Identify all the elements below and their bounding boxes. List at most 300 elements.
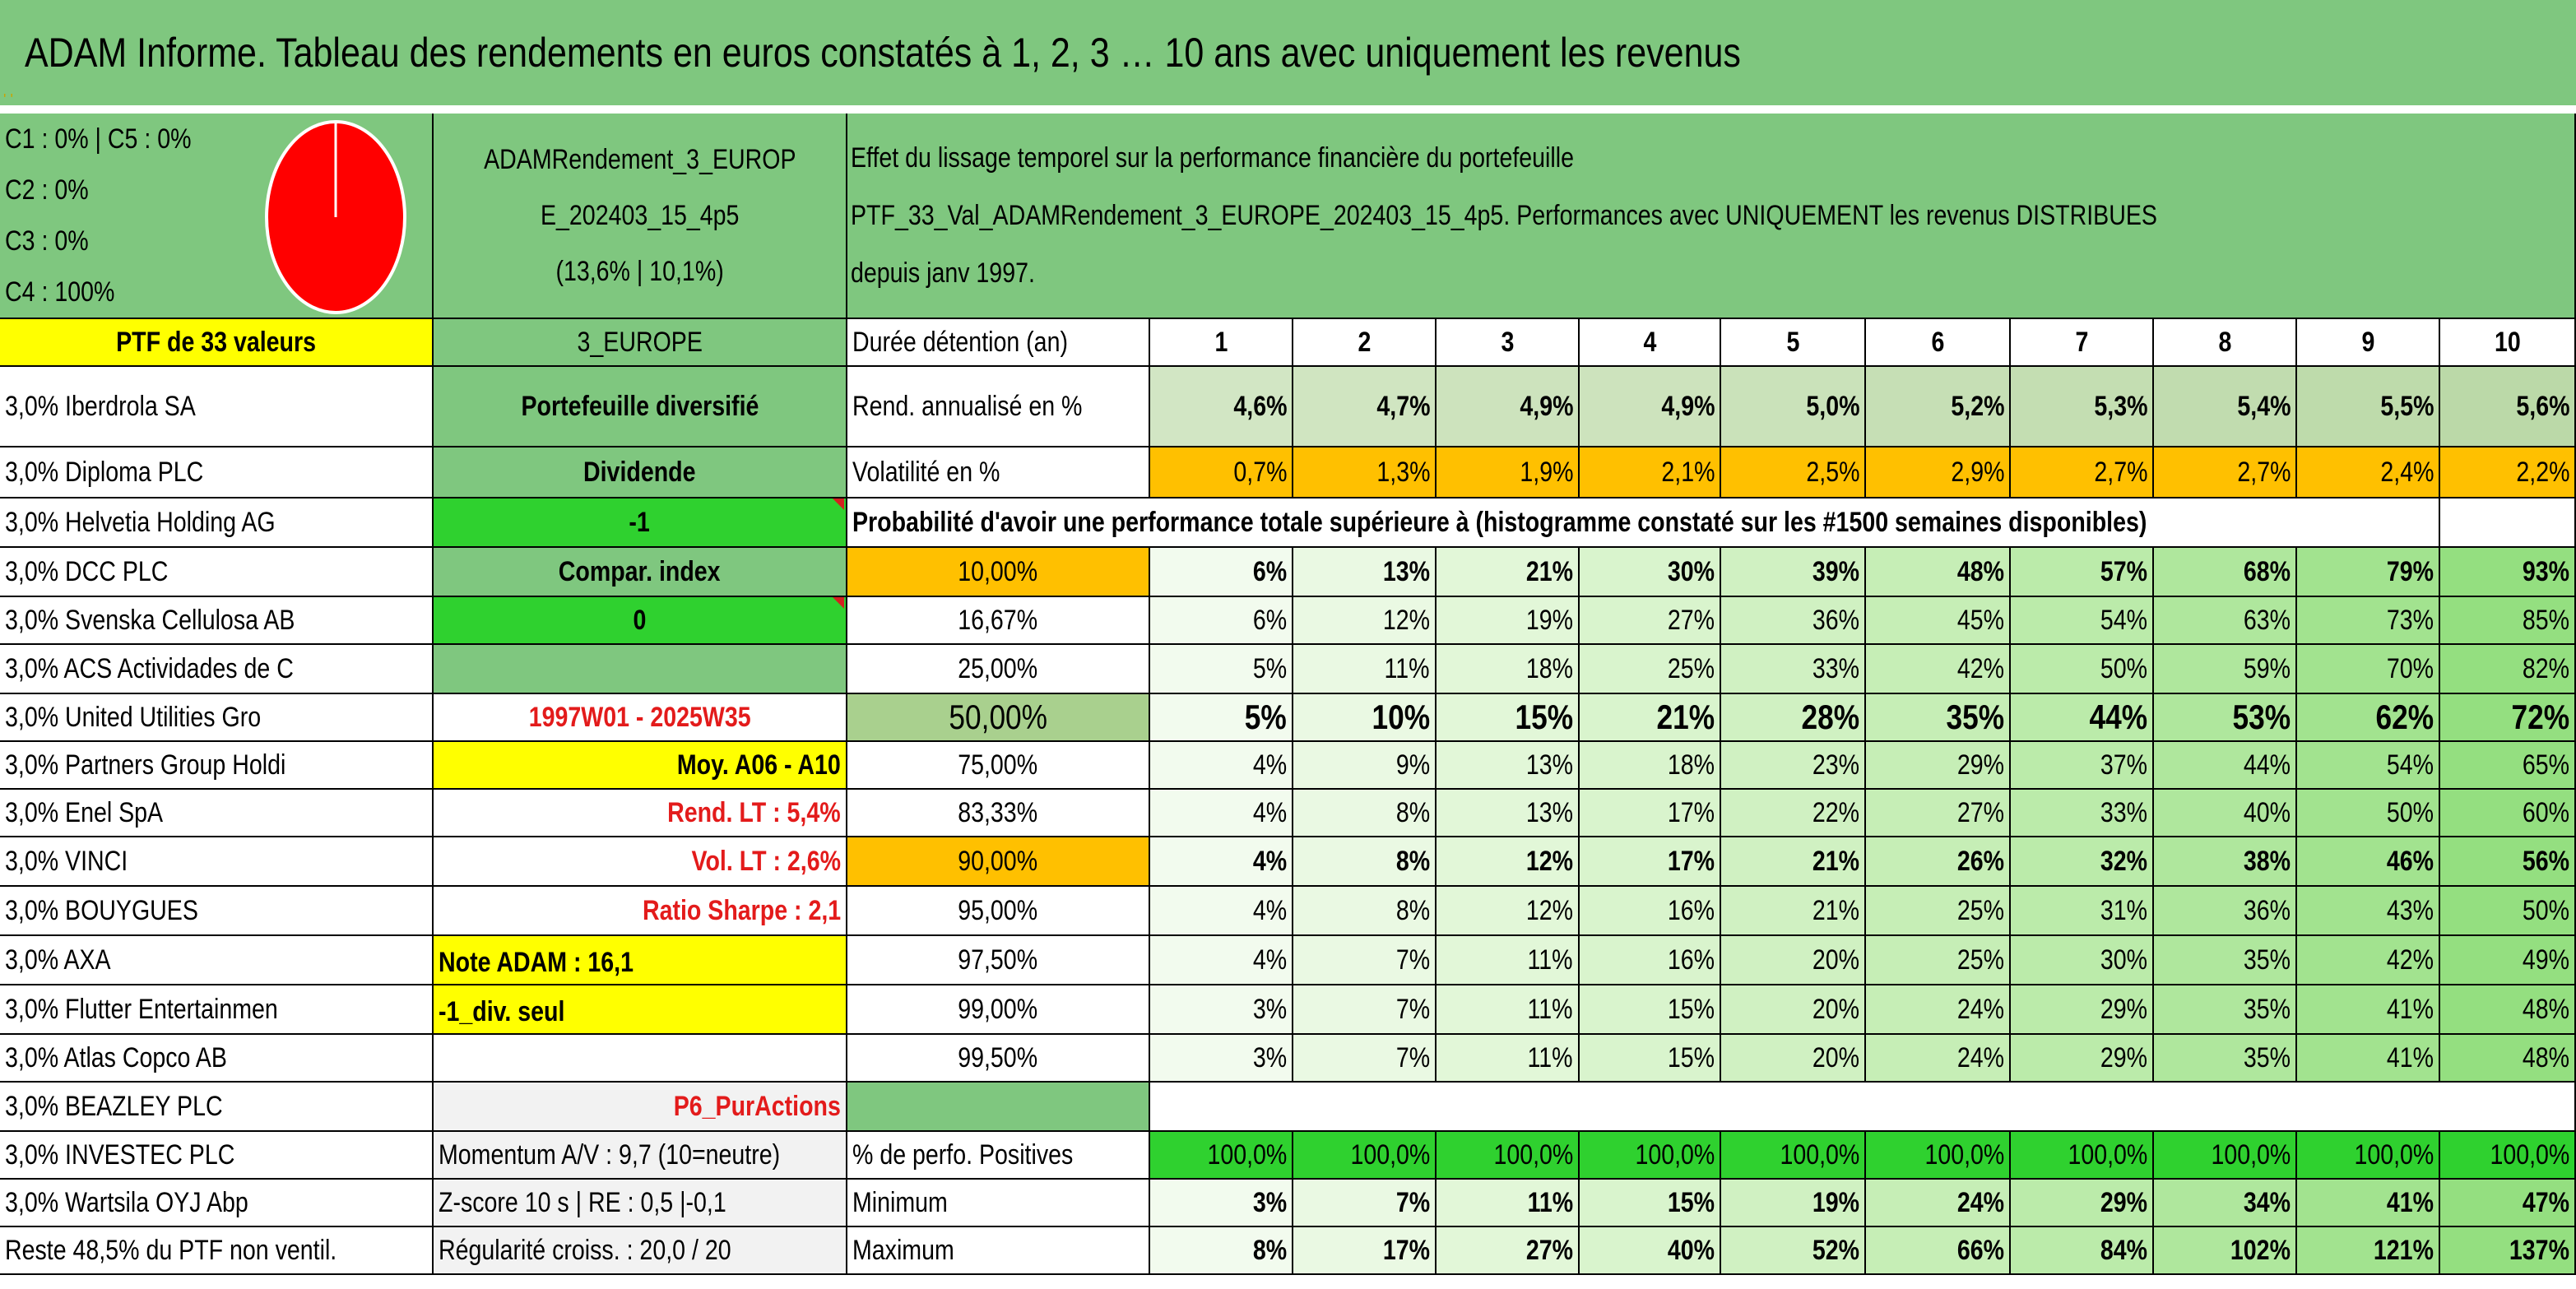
- holding-row[interactable]: [0, 447, 434, 498]
- year-header-value[interactable]: [1580, 319, 1721, 367]
- probability-value[interactable]: [1580, 742, 1721, 790]
- probability-value[interactable]: [1721, 887, 1866, 936]
- probability-value[interactable]: [1721, 837, 1866, 887]
- probability-value-text: 57%: [2100, 555, 2147, 587]
- probability-value[interactable]: [2011, 548, 2154, 597]
- probability-value[interactable]: [2154, 694, 2297, 742]
- probability-value-text: 15%: [1667, 993, 1715, 1025]
- probability-value-text: 20%: [1812, 1041, 1859, 1073]
- probability-value-text: 29%: [1956, 749, 2004, 781]
- holding-row[interactable]: [0, 887, 434, 936]
- probability-value[interactable]: [2440, 936, 2576, 985]
- probability-value-text: 7%: [1395, 993, 1430, 1025]
- holding-row-text: 3,0% Diploma PLC: [5, 456, 204, 488]
- probability-threshold-text: 97,50%: [958, 944, 1038, 976]
- probability-value-text: 30%: [1667, 555, 1715, 587]
- probability-value[interactable]: [1150, 985, 1293, 1035]
- volatility-value[interactable]: [2011, 447, 2154, 498]
- probability-threshold[interactable]: [847, 645, 1150, 694]
- probability-value[interactable]: [1580, 548, 1721, 597]
- probability-value-text: 10%: [1372, 698, 1430, 736]
- probability-value[interactable]: [1293, 985, 1437, 1035]
- allocation-line: C3 : 0%: [5, 225, 89, 257]
- annual-return-value[interactable]: [1866, 367, 2011, 447]
- probability-value-text: 36%: [1812, 604, 1859, 636]
- maximum-value[interactable]: [2440, 1227, 2576, 1275]
- volatility-value[interactable]: [2154, 447, 2297, 498]
- probability-value[interactable]: [2011, 645, 2154, 694]
- volatility-value-text: 2,9%: [1950, 456, 2004, 488]
- year-header-value-text: 5: [1786, 326, 1799, 358]
- probability-threshold[interactable]: [847, 985, 1150, 1035]
- year-header-label[interactable]: [847, 319, 1150, 367]
- probability-value[interactable]: [2297, 936, 2440, 985]
- maximum-value[interactable]: [2297, 1227, 2440, 1275]
- probability-value[interactable]: [2440, 694, 2576, 742]
- volatility-value[interactable]: [1721, 447, 1866, 498]
- holding-row-text: 3,0% AXA: [5, 944, 111, 976]
- minimum-value[interactable]: [1150, 1180, 1293, 1227]
- year-header-value[interactable]: [2440, 319, 2576, 367]
- probability-value-text: 12%: [1382, 604, 1430, 636]
- maximum-label[interactable]: [847, 1227, 1150, 1275]
- year-header-value[interactable]: [1150, 319, 1293, 367]
- probability-value[interactable]: [1293, 694, 1437, 742]
- probability-value-text: 82%: [2522, 652, 2569, 684]
- minimum-value[interactable]: [2154, 1180, 2297, 1227]
- positive-performance-value[interactable]: [2154, 1132, 2297, 1180]
- probability-value[interactable]: [1437, 548, 1580, 597]
- holding-row[interactable]: [0, 548, 434, 597]
- year-header-value[interactable]: [2154, 319, 2297, 367]
- annual-return-value-text: 5,4%: [2236, 390, 2291, 422]
- holding-row-text: 3,0% Wartsila OYJ Abp: [5, 1186, 248, 1218]
- minimum-value[interactable]: [2440, 1180, 2576, 1227]
- probability-threshold[interactable]: [847, 742, 1150, 790]
- minimum-value-text: 19%: [1812, 1186, 1859, 1218]
- probability-value[interactable]: [1150, 645, 1293, 694]
- volatility-value-text: 1,3%: [1376, 456, 1430, 488]
- probability-value-text: 33%: [1812, 652, 1859, 684]
- portfolio-type-cell[interactable]: [434, 367, 847, 447]
- probability-value-text: 15%: [1667, 1041, 1715, 1073]
- probability-value[interactable]: [1580, 837, 1721, 887]
- probability-value[interactable]: [2154, 837, 2297, 887]
- probability-value-text: 12%: [1525, 894, 1573, 926]
- holding-row[interactable]: [0, 1132, 434, 1180]
- probability-threshold[interactable]: [847, 597, 1150, 645]
- probability-value-text: 38%: [2243, 845, 2291, 877]
- positive-performance-label[interactable]: [847, 1132, 1150, 1180]
- long-term-return-cell-text: Rend. LT : 5,4%: [667, 796, 841, 828]
- annual-return-value[interactable]: [1293, 367, 1437, 447]
- dividend-only-cell[interactable]: [434, 985, 847, 1035]
- probability-value-text: 4%: [1252, 894, 1287, 926]
- volatility-value[interactable]: [1293, 447, 1437, 498]
- probability-value[interactable]: [1293, 597, 1437, 645]
- report-grid: [0, 114, 2576, 1275]
- positive-performance-value-text: 100,0%: [2211, 1138, 2291, 1171]
- probability-value[interactable]: [1866, 694, 2011, 742]
- period-cell[interactable]: [434, 694, 847, 742]
- probability-value-text: 4%: [1252, 845, 1287, 877]
- probability-value[interactable]: [1437, 1035, 1580, 1083]
- holding-row[interactable]: [0, 597, 434, 645]
- probability-value[interactable]: [2154, 1035, 2297, 1083]
- probability-value[interactable]: [1866, 985, 2011, 1035]
- probability-value[interactable]: [2440, 1035, 2576, 1083]
- probability-value-text: 49%: [2522, 944, 2569, 976]
- probability-value[interactable]: [1580, 645, 1721, 694]
- probability-value[interactable]: [1866, 548, 2011, 597]
- probability-value-text: 56%: [2522, 845, 2569, 877]
- probability-value-text: 35%: [2243, 1041, 2291, 1073]
- volatility-value[interactable]: [1866, 447, 2011, 498]
- holding-row[interactable]: [0, 1035, 434, 1083]
- holding-row[interactable]: [0, 1083, 434, 1132]
- probability-value[interactable]: [1866, 790, 2011, 837]
- separator-empty-cell[interactable]: [1150, 1083, 2576, 1132]
- probability-value[interactable]: [1437, 742, 1580, 790]
- probability-title-empty[interactable]: [2440, 498, 2576, 548]
- minimum-value[interactable]: [2011, 1180, 2154, 1227]
- probability-value[interactable]: [2297, 837, 2440, 887]
- probability-value[interactable]: [2154, 548, 2297, 597]
- style-cell[interactable]: [434, 1083, 847, 1132]
- probability-value-text: 27%: [1667, 604, 1715, 636]
- probability-value[interactable]: [1150, 936, 1293, 985]
- probability-value[interactable]: [1437, 790, 1580, 837]
- probability-value[interactable]: [1437, 837, 1580, 887]
- empty-info-cell[interactable]: [434, 645, 847, 694]
- probability-value-text: 40%: [2243, 796, 2291, 828]
- probability-value-text: 26%: [1956, 845, 2004, 877]
- probability-value[interactable]: [2297, 985, 2440, 1035]
- probability-value-text: 72%: [2511, 698, 2569, 736]
- probability-value[interactable]: [2154, 790, 2297, 837]
- positive-performance-value[interactable]: [2440, 1132, 2576, 1180]
- probability-value[interactable]: [2011, 694, 2154, 742]
- year-header-value[interactable]: [2297, 319, 2440, 367]
- probability-value[interactable]: [2297, 790, 2440, 837]
- dividend-value-cell[interactable]: [434, 498, 847, 548]
- probability-value[interactable]: [1437, 936, 1580, 985]
- probability-value[interactable]: [1293, 887, 1437, 936]
- probability-value[interactable]: [2440, 887, 2576, 936]
- maximum-value-text: 137%: [2509, 1234, 2569, 1266]
- holding-row[interactable]: [0, 1180, 434, 1227]
- maximum-value[interactable]: [1580, 1227, 1721, 1275]
- probability-threshold-text: 75,00%: [958, 749, 1038, 781]
- probability-value[interactable]: [2011, 790, 2154, 837]
- annual-return-value[interactable]: [1150, 367, 1293, 447]
- probability-value[interactable]: [1293, 936, 1437, 985]
- probability-value-text: 11%: [1527, 944, 1573, 976]
- minimum-value[interactable]: [2297, 1180, 2440, 1227]
- probability-value[interactable]: [1150, 837, 1293, 887]
- probability-value[interactable]: [1721, 645, 1866, 694]
- positive-performance-value[interactable]: [1437, 1132, 1580, 1180]
- probability-value[interactable]: [1866, 887, 2011, 936]
- probability-value[interactable]: [1721, 548, 1866, 597]
- minimum-value[interactable]: [1721, 1180, 1866, 1227]
- maximum-value[interactable]: [1866, 1227, 2011, 1275]
- probability-value[interactable]: [1866, 742, 2011, 790]
- probability-threshold[interactable]: [847, 887, 1150, 936]
- probability-value[interactable]: [2297, 1035, 2440, 1083]
- positive-performance-value[interactable]: [2011, 1132, 2154, 1180]
- average-range-cell[interactable]: [434, 742, 847, 790]
- annual-return-value[interactable]: [1437, 367, 1580, 447]
- year-header-value[interactable]: [2011, 319, 2154, 367]
- positive-performance-value[interactable]: [1580, 1132, 1721, 1180]
- probability-value[interactable]: [1866, 597, 2011, 645]
- probability-value[interactable]: [1721, 1035, 1866, 1083]
- annual-return-value-text: 5,5%: [2379, 390, 2434, 422]
- probability-value[interactable]: [2011, 742, 2154, 790]
- year-header-value[interactable]: [1866, 319, 2011, 367]
- maximum-value[interactable]: [1150, 1227, 1293, 1275]
- probability-value-text: 17%: [1667, 796, 1715, 828]
- annual-return-value[interactable]: [2154, 367, 2297, 447]
- minimum-value[interactable]: [1580, 1180, 1721, 1227]
- probability-value[interactable]: [2011, 597, 2154, 645]
- probability-value[interactable]: [1580, 887, 1721, 936]
- minimum-value[interactable]: [1866, 1180, 2011, 1227]
- probability-value[interactable]: [1866, 837, 2011, 887]
- probability-value[interactable]: [1293, 1035, 1437, 1083]
- probability-value[interactable]: [2154, 936, 2297, 985]
- positive-performance-value[interactable]: [1721, 1132, 1866, 1180]
- probability-value[interactable]: [2440, 837, 2576, 887]
- probability-value[interactable]: [1293, 837, 1437, 887]
- regularity-cell-text: Régularité croiss. : 20,0 / 20: [439, 1234, 731, 1266]
- probability-value[interactable]: [1580, 936, 1721, 985]
- probability-value-text: 21%: [1812, 894, 1859, 926]
- probability-value[interactable]: [2440, 548, 2576, 597]
- holding-row[interactable]: [0, 985, 434, 1035]
- separator-green-cell[interactable]: [847, 1083, 1150, 1132]
- probability-value[interactable]: [1437, 694, 1580, 742]
- portfolio-description-cell[interactable]: [847, 114, 2576, 319]
- probability-threshold[interactable]: [847, 694, 1150, 742]
- probability-value[interactable]: [2154, 985, 2297, 1035]
- probability-value[interactable]: [2011, 985, 2154, 1035]
- annual-return-value-text: 4,9%: [1519, 390, 1573, 422]
- probability-value[interactable]: [1150, 887, 1293, 936]
- probability-value[interactable]: [1866, 645, 2011, 694]
- probability-value-text: 9%: [1395, 749, 1430, 781]
- probability-value[interactable]: [1580, 597, 1721, 645]
- probability-value[interactable]: [2297, 694, 2440, 742]
- probability-value[interactable]: [2297, 548, 2440, 597]
- probability-value[interactable]: [1293, 742, 1437, 790]
- probability-value[interactable]: [1721, 790, 1866, 837]
- holding-row[interactable]: [0, 936, 434, 985]
- year-header-value[interactable]: [1293, 319, 1437, 367]
- probability-value[interactable]: [2297, 742, 2440, 790]
- probability-value[interactable]: [1580, 694, 1721, 742]
- probability-title[interactable]: [847, 498, 2440, 548]
- probability-value-text: 5%: [1245, 698, 1287, 736]
- probability-value[interactable]: [1150, 742, 1293, 790]
- probability-value[interactable]: [2440, 597, 2576, 645]
- probability-value[interactable]: [2440, 742, 2576, 790]
- holding-row-text: 3,0% INVESTEC PLC: [5, 1138, 235, 1171]
- holding-row[interactable]: [0, 645, 434, 694]
- probability-threshold[interactable]: [847, 936, 1150, 985]
- holding-row-text: 3,0% Partners Group Holdi: [5, 749, 286, 781]
- momentum-cell[interactable]: [434, 1132, 847, 1180]
- annual-return-value[interactable]: [1580, 367, 1721, 447]
- probability-value[interactable]: [2297, 645, 2440, 694]
- annual-return-value[interactable]: [2440, 367, 2576, 447]
- minimum-value-text: 3%: [1252, 1186, 1287, 1218]
- probability-value[interactable]: [2011, 837, 2154, 887]
- probability-value[interactable]: [1437, 887, 1580, 936]
- dividend-value-cell-text: -1: [629, 506, 651, 538]
- maximum-value[interactable]: [2011, 1227, 2154, 1275]
- probability-threshold[interactable]: [847, 790, 1150, 837]
- portfolio-name-cell[interactable]: [434, 114, 847, 319]
- annual-return-value-text: 4,6%: [1232, 390, 1287, 422]
- probability-value[interactable]: [1437, 597, 1580, 645]
- positive-performance-value[interactable]: [1150, 1132, 1293, 1180]
- probability-threshold[interactable]: [847, 1035, 1150, 1083]
- probability-threshold[interactable]: [847, 837, 1150, 887]
- probability-value-text: 7%: [1395, 1041, 1430, 1073]
- probability-threshold[interactable]: [847, 548, 1150, 597]
- annual-return-value[interactable]: [1721, 367, 1866, 447]
- maximum-value[interactable]: [1293, 1227, 1437, 1275]
- holding-row[interactable]: [0, 694, 434, 742]
- probability-value[interactable]: [1580, 1035, 1721, 1083]
- volatility-value-text: 1,9%: [1519, 456, 1573, 488]
- empty-info-cell-2[interactable]: [434, 1035, 847, 1083]
- probability-value[interactable]: [1150, 597, 1293, 645]
- volatility-label[interactable]: [847, 447, 1150, 498]
- compare-index-cell[interactable]: [434, 548, 847, 597]
- probability-value[interactable]: [2011, 936, 2154, 985]
- allocation-cell[interactable]: [0, 114, 434, 319]
- probability-value[interactable]: [2440, 645, 2576, 694]
- probability-value[interactable]: [1580, 985, 1721, 1035]
- probability-value[interactable]: [1437, 645, 1580, 694]
- year-header-value[interactable]: [1437, 319, 1580, 367]
- probability-value[interactable]: [1580, 790, 1721, 837]
- positive-performance-value[interactable]: [2297, 1132, 2440, 1180]
- holdings-header-text: PTF de 33 valeurs: [116, 326, 316, 358]
- probability-value-text: 35%: [1946, 698, 2004, 736]
- probability-value-text: 41%: [2386, 993, 2434, 1025]
- year-header-label-text: Durée détention (an): [852, 326, 1068, 358]
- probability-value-text: 25%: [1667, 652, 1715, 684]
- portfolio-description-line: depuis janv 1997.: [851, 257, 1035, 289]
- probability-value[interactable]: [1293, 645, 1437, 694]
- minimum-value-text: 34%: [2243, 1186, 2291, 1218]
- long-term-volatility-cell[interactable]: [434, 837, 847, 887]
- probability-value-text: 19%: [1525, 604, 1573, 636]
- probability-value[interactable]: [1293, 548, 1437, 597]
- holdings-header[interactable]: [0, 319, 434, 367]
- adam-score-cell[interactable]: [434, 936, 847, 985]
- dividend-cell[interactable]: [434, 447, 847, 498]
- annual-return-value[interactable]: [2297, 367, 2440, 447]
- sharpe-ratio-cell[interactable]: [434, 887, 847, 936]
- holding-row[interactable]: [0, 742, 434, 790]
- probability-value[interactable]: [2011, 887, 2154, 936]
- zscore-cell[interactable]: [434, 1180, 847, 1227]
- holding-row[interactable]: [0, 790, 434, 837]
- holding-row[interactable]: [0, 498, 434, 548]
- probability-value[interactable]: [1293, 790, 1437, 837]
- probability-value[interactable]: [1150, 1035, 1293, 1083]
- probability-value[interactable]: [1721, 742, 1866, 790]
- volatility-value[interactable]: [1580, 447, 1721, 498]
- minimum-value-text: 24%: [1956, 1186, 2004, 1218]
- probability-threshold-text: 95,00%: [958, 894, 1038, 926]
- year-header-value-text: 7: [2075, 326, 2088, 358]
- minimum-label[interactable]: [847, 1180, 1150, 1227]
- minimum-value[interactable]: [1293, 1180, 1437, 1227]
- holding-row[interactable]: [0, 1227, 434, 1275]
- probability-value[interactable]: [2297, 887, 2440, 936]
- index-cell[interactable]: [434, 319, 847, 367]
- regularity-cell[interactable]: [434, 1227, 847, 1275]
- positive-performance-value[interactable]: [1866, 1132, 2011, 1180]
- probability-value[interactable]: [1866, 936, 2011, 985]
- probability-value[interactable]: [1150, 548, 1293, 597]
- probability-value[interactable]: [2154, 597, 2297, 645]
- volatility-value[interactable]: [1150, 447, 1293, 498]
- maximum-value[interactable]: [2154, 1227, 2297, 1275]
- probability-value[interactable]: [1721, 694, 1866, 742]
- holding-row[interactable]: [0, 837, 434, 887]
- holding-row[interactable]: [0, 367, 434, 447]
- probability-value[interactable]: [2154, 887, 2297, 936]
- annual-return-value[interactable]: [2011, 367, 2154, 447]
- probability-value[interactable]: [2440, 985, 2576, 1035]
- volatility-value[interactable]: [2297, 447, 2440, 498]
- year-header-value[interactable]: [1721, 319, 1866, 367]
- probability-value[interactable]: [2011, 1035, 2154, 1083]
- probability-value[interactable]: [1866, 1035, 2011, 1083]
- probability-value[interactable]: [1721, 936, 1866, 985]
- probability-value[interactable]: [1150, 790, 1293, 837]
- maximum-value[interactable]: [1437, 1227, 1580, 1275]
- volatility-value[interactable]: [2440, 447, 2576, 498]
- probability-threshold-text: 25,00%: [958, 652, 1038, 684]
- compare-index-value-cell[interactable]: [434, 597, 847, 645]
- annual-return-label[interactable]: [847, 367, 1150, 447]
- probability-value[interactable]: [2440, 790, 2576, 837]
- volatility-value[interactable]: [1437, 447, 1580, 498]
- probability-value[interactable]: [1437, 985, 1580, 1035]
- positive-performance-value[interactable]: [1293, 1132, 1437, 1180]
- probability-value[interactable]: [1721, 985, 1866, 1035]
- probability-value[interactable]: [1150, 694, 1293, 742]
- probability-value-text: 20%: [1812, 993, 1859, 1025]
- probability-value[interactable]: [2154, 645, 2297, 694]
- probability-value[interactable]: [1721, 597, 1866, 645]
- long-term-return-cell[interactable]: [434, 790, 847, 837]
- holding-row-text: 3,0% BEAZLEY PLC: [5, 1090, 223, 1122]
- annual-return-value-text: 5,6%: [2515, 390, 2569, 422]
- probability-value[interactable]: [2297, 597, 2440, 645]
- probability-value[interactable]: [2154, 742, 2297, 790]
- maximum-value[interactable]: [1721, 1227, 1866, 1275]
- minimum-value[interactable]: [1437, 1180, 1580, 1227]
